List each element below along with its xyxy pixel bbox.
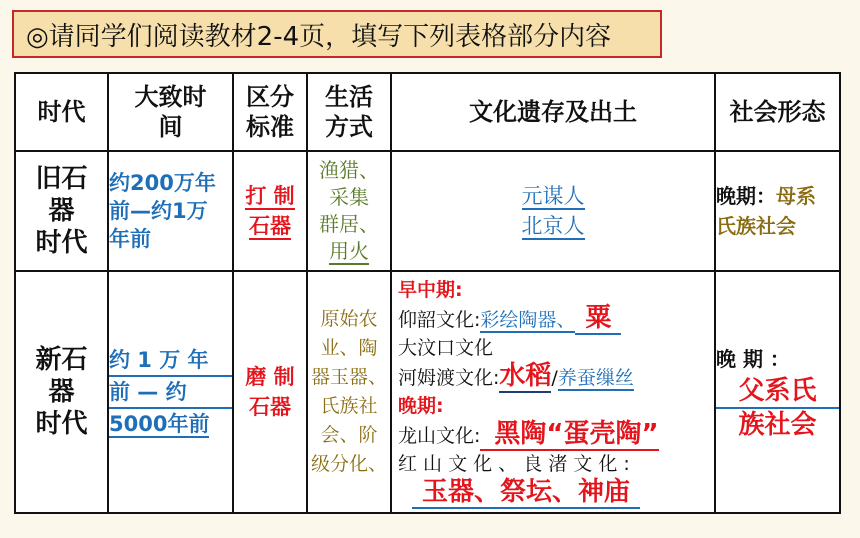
site-beijing: 北京人 — [521, 214, 585, 238]
header-time: 大致时 间 — [108, 73, 233, 151]
late-label: 晚期: — [398, 395, 444, 417]
dawenkou-line: 大汶口文化 — [398, 337, 494, 359]
neolithic-time: 约 1 万 年 前 — 约 5000年前 — [108, 271, 233, 513]
neolithic-tool: 磨 制 石器 — [233, 271, 307, 513]
hemudu-line: 河姆渡文化:水稻/养蚕缫丝 — [398, 361, 634, 391]
neolithic-row — [15, 271, 840, 513]
early-mid-label: 早中期: — [398, 279, 463, 301]
paleolithic-sites — [391, 151, 715, 271]
header-basis: 区分 标准 — [233, 73, 307, 151]
header-lifestyle: 生活 方式 — [307, 73, 391, 151]
header-row — [15, 73, 840, 151]
paleolithic-lifestyle: 渔猎、 采集 群居、 用火 — [307, 151, 391, 271]
neolithic-society: 晚 期 ： 父系氏 族社会 — [715, 271, 840, 513]
paleolithic-era: 旧石 器 时代 — [15, 151, 108, 271]
yangshao-line: 仰韶文化:彩绘陶器、 粟 — [398, 304, 708, 334]
instruction-banner — [12, 10, 662, 58]
paleolithic-time: 约200万年 前—约1万 年前 — [108, 151, 233, 271]
header-era: 时代 — [15, 73, 108, 151]
paleolithic-row — [15, 151, 840, 271]
neolithic-cultures — [391, 271, 715, 513]
paleolithic-tool: 打 制 石器 — [233, 151, 307, 271]
paleolithic-society: 晚期：母系 氏族社会 — [715, 151, 840, 271]
hongshan-answer-line: 玉器、祭坛、神庙 — [398, 478, 708, 508]
header-culture: 文化遗存及出土 — [391, 73, 715, 151]
neolithic-lifestyle: 原始农 业、陶 器玉器、 氏族社 会、阶 级分化、 — [307, 271, 391, 513]
instruction-text: ◎请同学们阅读教材2-4页，填写下列表格部分内容 — [26, 21, 612, 52]
longshan-line: 龙山文化: 黑陶“蛋壳陶” — [398, 419, 659, 449]
hongshan-line: 红 山 文 化 、 良 渚 文 化 : — [398, 453, 630, 475]
neolithic-era: 新石 器 时代 — [15, 271, 108, 513]
header-society: 社会形态 — [715, 73, 840, 151]
site-yuanmou: 元谋人 — [521, 184, 585, 208]
stone-age-table — [14, 72, 841, 514]
